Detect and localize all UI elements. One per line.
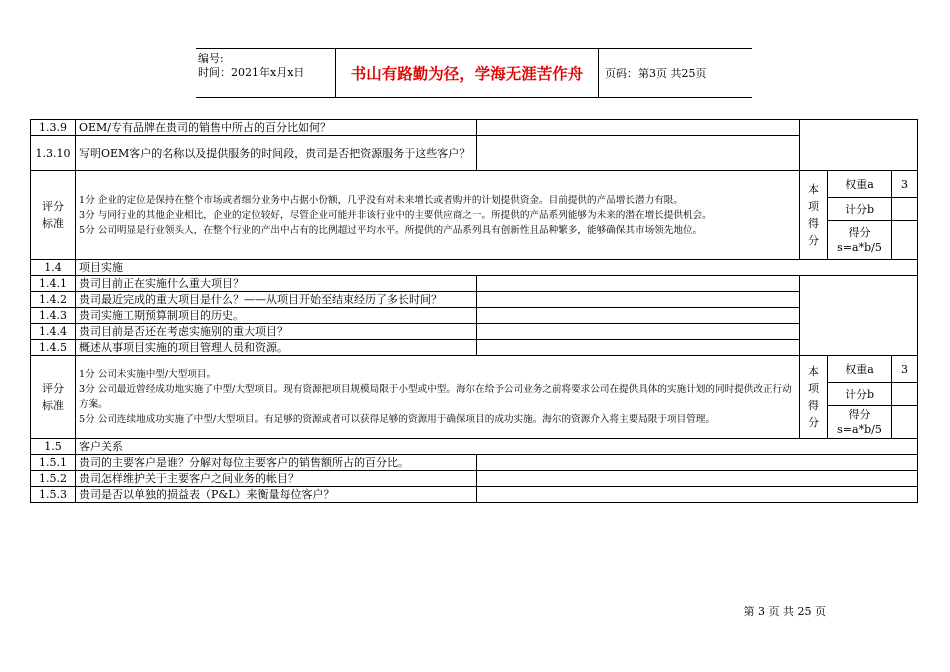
count-label: 计分b (828, 198, 892, 221)
item-number: 1.3.10 (31, 136, 76, 171)
answer-cell[interactable] (477, 340, 800, 356)
score-row (31, 171, 918, 198)
score-criteria (76, 171, 800, 260)
section-number: 1.4 (31, 260, 76, 276)
table-row (31, 136, 918, 171)
page-footer: 第 3 页 共 25 页 (743, 605, 826, 618)
item-number: 1.5.2 (31, 471, 76, 487)
answer-cell[interactable] (477, 136, 800, 171)
page-header (196, 48, 752, 98)
table-row (31, 324, 918, 340)
header-motto: 书山有路勤为径，学海无涯苦作舟 (336, 49, 599, 97)
count-value[interactable] (892, 198, 918, 221)
answer-cell[interactable] (477, 487, 918, 503)
item-question: 贵司目前是否还在考虑实施别的重大项目？ (76, 324, 477, 340)
item-number: 1.5.1 (31, 455, 76, 471)
table-row (31, 340, 918, 356)
table-row (31, 471, 918, 487)
score-criteria-label (31, 356, 76, 439)
answer-cell[interactable] (477, 276, 800, 292)
item-question: 贵司怎样维护关于主要客户之间业务的帐目？ (76, 471, 477, 487)
answer-cell[interactable] (477, 471, 918, 487)
item-score-text: 本项得分 (808, 183, 819, 247)
blank-cell (800, 276, 918, 356)
item-question: 贵司目前正在实施什么重大项目？ (76, 276, 477, 292)
item-question: OEM/专有品牌在贵司的销售中所占的百分比如何？ (76, 120, 477, 136)
assessment-table (30, 119, 918, 503)
count-label: 计分b (828, 383, 892, 406)
item-score-text: 本项得分 (808, 365, 819, 429)
header-page-label: 页码：第3页 共25页 (605, 67, 707, 80)
weight-value: 3 (892, 356, 918, 383)
weight-label: 权重a (828, 171, 892, 198)
answer-cell[interactable] (477, 324, 800, 340)
table-row (31, 455, 918, 471)
item-number: 1.4.4 (31, 324, 76, 340)
score-formula: s=a*b/5 (837, 423, 882, 436)
blank-cell (800, 120, 918, 171)
score-label: 得分 (848, 408, 871, 421)
item-question: 概述从事项目实施的项目管理人员和资源。 (76, 340, 477, 356)
item-question: 贵司最近完成的重大项目是什么？——从项目开始至结束经历了多长时间？ (76, 292, 477, 308)
item-question: 贵司的主要客户是谁？分解对每位主要客户的销售额所占的百分比。 (76, 455, 477, 471)
item-number: 1.4.1 (31, 276, 76, 292)
table-row (31, 276, 918, 292)
criterion-1: 1分 企业的定位是保持在整个市场或者细分业务中占据小份额，几乎没有对未来增长或者购并的计划提供资金。目前提供的产品增长潜力有限。 (79, 194, 683, 206)
section-number: 1.5 (31, 439, 76, 455)
document-number-label: 编号: (198, 52, 224, 65)
section-row (31, 439, 918, 455)
count-value[interactable] (892, 383, 918, 406)
answer-cell[interactable] (477, 120, 800, 136)
table-row (31, 308, 918, 324)
criterion-3: 3分 与同行业的其他企业相比，企业的定位较好，尽管企业可能并非该行业中的主要供应商之一。所提供的产品系列能够为未来的潜在增长提供机会。 (79, 209, 712, 221)
answer-cell[interactable] (477, 292, 800, 308)
score-formula-cell (828, 221, 892, 260)
weight-label: 权重a (828, 356, 892, 383)
score-formula: s=a*b/5 (837, 241, 882, 254)
section-row (31, 260, 918, 276)
item-question: 写明OEM客户的名称以及提供服务的时间段，贵司是否把资源服务于这些客户？ (76, 136, 477, 171)
header-meta (196, 49, 336, 97)
item-number: 1.5.3 (31, 487, 76, 503)
section-title: 客户关系 (76, 439, 918, 455)
score-criteria-text: 评分标准 (42, 382, 64, 412)
score-row (31, 356, 918, 383)
item-number: 1.4.5 (31, 340, 76, 356)
criterion-5: 5分 公司明显是行业领头人，在整个行业的产出中占有的比例超过平均水平。所提供的产品系列具有创新性且品种繁多，能够确保其市场领先地位。 (79, 224, 703, 236)
item-number: 1.4.2 (31, 292, 76, 308)
table-row (31, 487, 918, 503)
table-row (31, 120, 918, 136)
score-criteria-label (31, 171, 76, 260)
criterion-3: 3分 公司最近曾经成功地实施了中型/大型项目。现有资源把项目规模局限于小型或中型。海尔在给予公司业务之前将要求公司在提供具体的实施计划的同时提供改正行动方案。 (79, 384, 792, 410)
criterion-1: 1分 公司未实施中型/大型项目。 (79, 369, 217, 380)
score-criteria (76, 356, 800, 439)
answer-cell[interactable] (477, 455, 918, 471)
item-number: 1.4.3 (31, 308, 76, 324)
weight-value: 3 (892, 171, 918, 198)
criterion-5: 5分 公司连续地成功实施了中型/大型项目。有足够的资源或者可以获得足够的资源用于确保项目的成功实施。海尔的资源介入将主要局限于项目管理。 (79, 414, 715, 425)
score-criteria-text: 评分标准 (42, 200, 64, 230)
item-question: 贵司实施工期预算制项目的历史。 (76, 308, 477, 324)
score-value[interactable] (892, 406, 918, 439)
item-question: 贵司是否以单独的损益表（P&L）来衡量每位客户？ (76, 487, 477, 503)
item-score-label (800, 171, 828, 260)
table-row (31, 292, 918, 308)
item-number: 1.3.9 (31, 120, 76, 136)
answer-cell[interactable] (477, 308, 800, 324)
section-title: 项目实施 (76, 260, 918, 276)
item-score-label (800, 356, 828, 439)
score-formula-cell (828, 406, 892, 439)
document-time-label: 时间：2021年x月x日 (198, 66, 305, 79)
score-value[interactable] (892, 221, 918, 260)
score-label: 得分 (848, 226, 871, 239)
